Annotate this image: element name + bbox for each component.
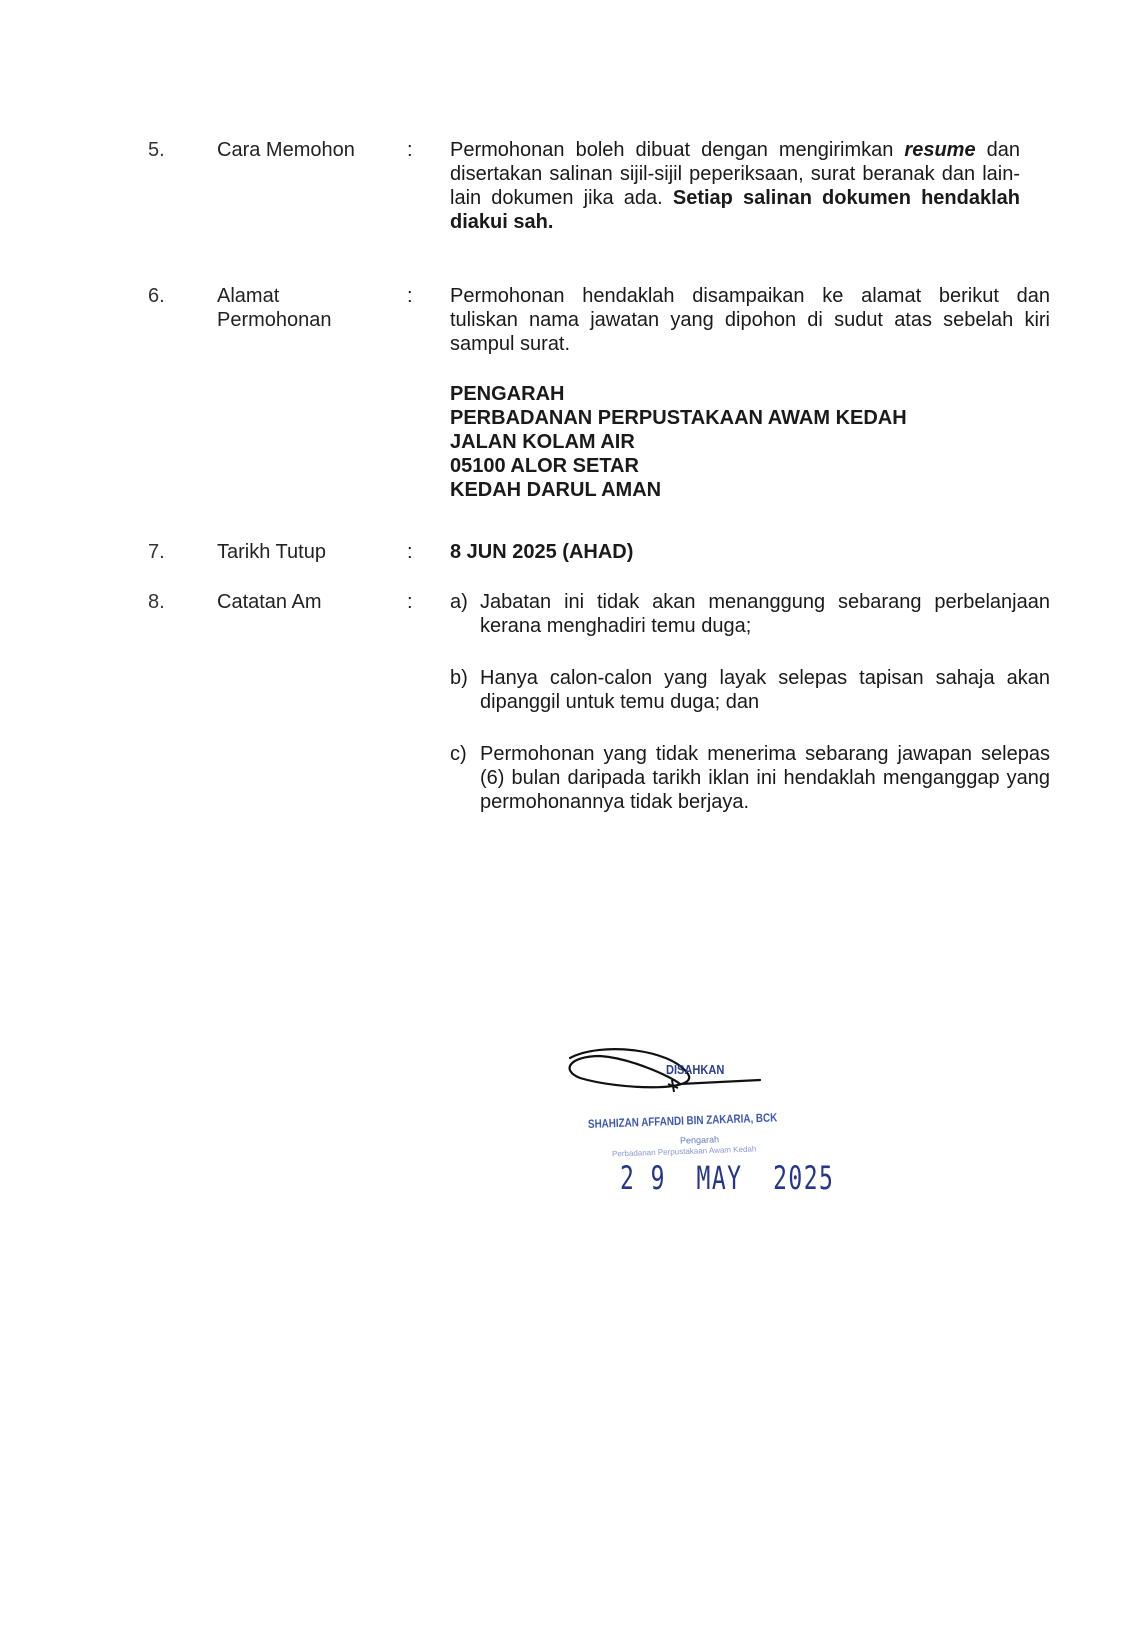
- colon: :: [407, 285, 413, 307]
- colon: :: [407, 591, 413, 613]
- note-item: [450, 590, 1050, 638]
- note-text: Permohonan yang tidak menerima sebarang jawapan selepas (6) bulan daripada tarikh iklan ini hendaklah menganggap yang permohonannya tidak berjaya.: [480, 743, 1050, 813]
- section-label: Catatan Am: [217, 591, 322, 613]
- colon: :: [407, 541, 413, 563]
- colon: :: [407, 139, 413, 161]
- approval-stamp: [560, 1040, 840, 1210]
- section-number: 6.: [148, 285, 165, 307]
- note-item: [450, 742, 1050, 814]
- label-line: Permohonan: [217, 309, 332, 331]
- section-number: 8.: [148, 591, 165, 613]
- note-text: Jabatan ini tidak akan menanggung sebarang perbelanjaan kerana menghadiri temu duga;: [480, 591, 1050, 637]
- address-line: PENGARAH: [450, 383, 565, 405]
- note-letter: a): [450, 591, 468, 613]
- section-label: Tarikh Tutup: [217, 541, 326, 563]
- label-line: Alamat: [217, 285, 280, 307]
- closing-date: 8 JUN 2025 (AHAD): [450, 541, 634, 563]
- stamp-date: 2 9 MAY 2025: [620, 1159, 835, 1197]
- section-number: 5.: [148, 139, 165, 161]
- resume-emphasis: resume: [904, 139, 976, 161]
- section-label: [217, 284, 387, 332]
- section-number: 7.: [148, 541, 165, 563]
- address-line: 05100 ALOR SETAR: [450, 455, 639, 477]
- note-item: [450, 666, 1050, 714]
- text-part: dan disertakan salinan sijil-sijil peperiksaan, surat beranak dan lain-lain dokumen jika ada.: [450, 139, 1020, 209]
- address-line: KEDAH DARUL AMAN: [450, 479, 662, 501]
- section-label: Cara Memohon: [217, 139, 355, 161]
- note-letter: c): [450, 743, 467, 765]
- signatory-role: Pengarah: [679, 1134, 720, 1146]
- address-line: JALAN KOLAM AIR: [450, 431, 635, 453]
- text-part: Permohonan boleh dibuat dengan mengirimkan: [450, 139, 905, 161]
- section-content: Permohonan hendaklah disampaikan ke alamat berikut dan tuliskan nama jawatan yang dipohon di sudut atas sebelah kiri sampul surat.: [450, 285, 1050, 355]
- stamp-title: DISAHKAN: [666, 1062, 725, 1077]
- mailing-address: [450, 382, 1050, 502]
- note-letter: b): [450, 667, 468, 689]
- section-content: [450, 138, 1020, 234]
- address-line: PERBADANAN PERPUSTAKAAN AWAM KEDAH: [450, 407, 907, 429]
- signatory-organization: Perbadanan Perpustakaan Awam Kedah: [611, 1144, 757, 1159]
- certified-copy-note: Setiap salinan dokumen hendaklah diakui sah.: [450, 187, 1020, 233]
- signatory-name: SHAHIZAN AFFANDI BIN ZAKARIA, BCK: [587, 1110, 778, 1131]
- note-text: Hanya calon-calon yang layak selepas tapisan sahaja akan dipanggil untuk temu duga; dan: [480, 667, 1050, 713]
